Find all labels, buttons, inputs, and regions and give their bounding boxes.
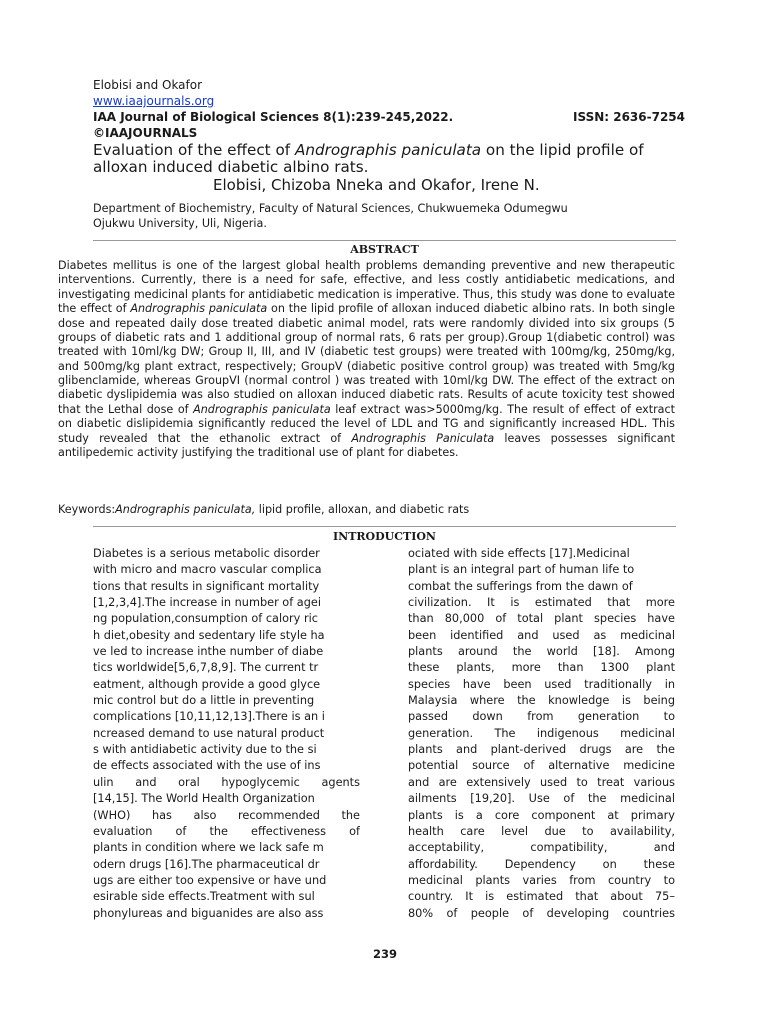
column-line: ve led to increase inthe number of diabe — [93, 645, 324, 659]
column-line: than 80,000 of total plant species have — [408, 612, 675, 626]
keywords-label: Keywords: — [58, 503, 116, 516]
column-line: tions that results in significant mortality — [93, 579, 320, 593]
column-line: ncreased demand to use natural product — [93, 726, 325, 740]
column-line: civilization. It is estimated that more — [408, 596, 675, 610]
column-line: tics worldwide[5,6,7,8,9]. The current tr — [93, 661, 319, 675]
abstract-text: on the lipid profile of alloxan induced diabetic albino rats. In both single dose and repeated daily dose treated diabetic animal model, rats were randomly divided into six groups (5 groups of diabetic rats and 1 additional group of normal rats, 6 rats per group).Group 1(diabetic control) was treated with 10ml/kg DW; Group II, III, and IV (diabetic test groups) were treated with 100mg/kg, 250mg/kg, and 500mg/kg plant extract, respectively; GroupV (diabetic positive control group) was treated with 5mg/kg glibenclamide, whereas GroupVI (normal control ) was treated with 10ml/kg DW. The effect of the extract on diabetic dyslipidemia was also studied on alloxan induced diabetic rats. Results of acute toxicity test showed that the Lethal dose of — [58, 302, 675, 416]
divider — [93, 240, 676, 241]
divider — [93, 526, 676, 527]
page-number: 239 — [373, 947, 398, 961]
column-line: combat the sufferings from the dawn of — [408, 579, 633, 593]
column-line: 80% of people of developing countries — [408, 906, 675, 920]
abstract-text: leaf extract was>5000mg/kg. The result of effect of extract on diabetic dislipidemia significantly reduced the level of LDL and TG and significantly increased HDL. This study revealed that the ethanolic extract of — [58, 402, 675, 445]
column-line: complications [10,11,12,13].There is an i — [93, 710, 325, 724]
column-line: passed down from generation to — [408, 710, 675, 724]
column-line: (WHO) has also recommended the — [93, 808, 360, 822]
column-line: plants and plant-derived drugs are the — [408, 743, 675, 757]
column-line: species have been used traditionally in — [408, 677, 675, 691]
column-line: esirable side effects.Treatment with sul — [93, 890, 315, 904]
affiliation-line-1: Department of Biochemistry, Faculty of Natural Sciences, Chukwuemeka Odumegwu — [93, 202, 568, 215]
column-line: plant is an integral part of human life to — [408, 563, 635, 577]
column-line: generation. The indigenous medicinal — [408, 726, 675, 740]
abstract-species: Andrographis paniculata — [130, 302, 268, 316]
abstract-species: Andrographis Paniculata — [351, 431, 495, 445]
column-line: evaluation of the effectiveness of — [93, 824, 360, 838]
journal-citation: IAA Journal of Biological Sciences 8(1):239-245,2022. — [93, 110, 454, 124]
column-line: and are extensively used to treat various — [408, 775, 675, 789]
affiliation-line-2: Ojukwu University, Uli, Nigeria. — [93, 217, 267, 230]
abstract-text: Diabetes mellitus is one of the largest global health problems demanding preventive and new therapeutic interventions. Currently, there is a need for safe, effective, and less costly antidiabetic medications, and investigating medicinal plants for antidiabetic medication is imperative. Thus, this study was done to evaluate the effect of — [58, 259, 675, 316]
column-line: phonylureas and biguanides are also ass — [93, 906, 324, 920]
column-line: [14,15]. The World Health Organization — [93, 792, 315, 806]
issn: ISSN: 2636-7254 — [573, 110, 686, 124]
column-line: plants is a core component at primary — [408, 808, 675, 822]
keywords-species: Andrographis paniculata, — [115, 503, 256, 516]
keywords — [58, 503, 675, 517]
column-line: de effects associated with the use of ins — [93, 759, 321, 773]
column-line: medicinal plants varies from country to — [408, 873, 675, 887]
abstract-text: leaves possesses significant antilipedemic activity justifying the traditional use of plant for diabetes. — [58, 431, 675, 459]
column-line: eatment, although provide a good glyce — [93, 677, 321, 691]
column-line: with micro and macro vascular complica — [93, 563, 322, 577]
article-authors: Elobisi, Chizoba Nneka and Okafor, Irene N. — [213, 176, 540, 194]
keywords-list: lipid profile, alloxan, and diabetic rats — [255, 503, 470, 516]
column-line: ng population,consumption of calory ric — [93, 612, 318, 626]
abstract-body — [58, 259, 675, 460]
column-line: these plants, more than 1300 plant — [408, 661, 675, 675]
column-line: mic control but do a little in preventing — [93, 694, 315, 708]
article-title-line-2: alloxan induced diabetic albino rats. — [93, 158, 369, 176]
abstract-heading: ABSTRACT — [350, 243, 419, 256]
column-line: plants in condition where we lack safe m — [93, 841, 324, 855]
title-species: Andrographis paniculata — [294, 141, 482, 159]
column-line: Malaysia where the knowledge is being — [408, 694, 675, 708]
abstract-species: Andrographis paniculata — [193, 402, 331, 416]
column-line: odern drugs [16].The pharmaceutical dr — [93, 857, 320, 871]
column-line: Diabetes is a serious metabolic disorder — [93, 547, 320, 560]
title-text-end: on the lipid profile of — [481, 141, 644, 159]
introduction-left-column — [93, 546, 360, 922]
introduction-right-column — [408, 546, 675, 922]
column-line: acceptability, compatibility, and — [408, 841, 675, 855]
column-line: affordability. Dependency on these — [408, 857, 675, 871]
copyright: ©IAAJOURNALS — [93, 126, 198, 140]
column-line: plants around the world [18]. Among — [408, 645, 675, 659]
title-text: Evaluation of the effect of — [93, 141, 295, 159]
column-line: [1,2,3,4].The increase in number of agei — [93, 596, 321, 610]
column-line: health care level due to availability, — [408, 824, 675, 838]
column-line: ulin and oral hypoglycemic agents — [93, 775, 360, 789]
column-line: h diet,obesity and sedentary life style ha — [93, 628, 325, 642]
journal-website-link[interactable]: www.iaajournals.org — [93, 94, 215, 108]
article-title-line-1 — [93, 141, 644, 159]
column-line: s with antidiabetic activity due to the si — [93, 743, 317, 757]
column-line: ociated with side effects [17].Medicinal — [408, 547, 630, 560]
introduction-heading: INTRODUCTION — [333, 530, 436, 543]
column-line: been identified and used as medicinal — [408, 628, 675, 642]
column-line: ailments [19,20]. Use of the medicinal — [408, 792, 675, 806]
column-line: country. It is estimated that about 75– — [408, 890, 675, 904]
running-author-header: Elobisi and Okafor — [93, 78, 203, 92]
column-line: potential source of alternative medicine — [408, 759, 675, 773]
column-line: ugs are either too expensive or have und — [93, 873, 327, 887]
